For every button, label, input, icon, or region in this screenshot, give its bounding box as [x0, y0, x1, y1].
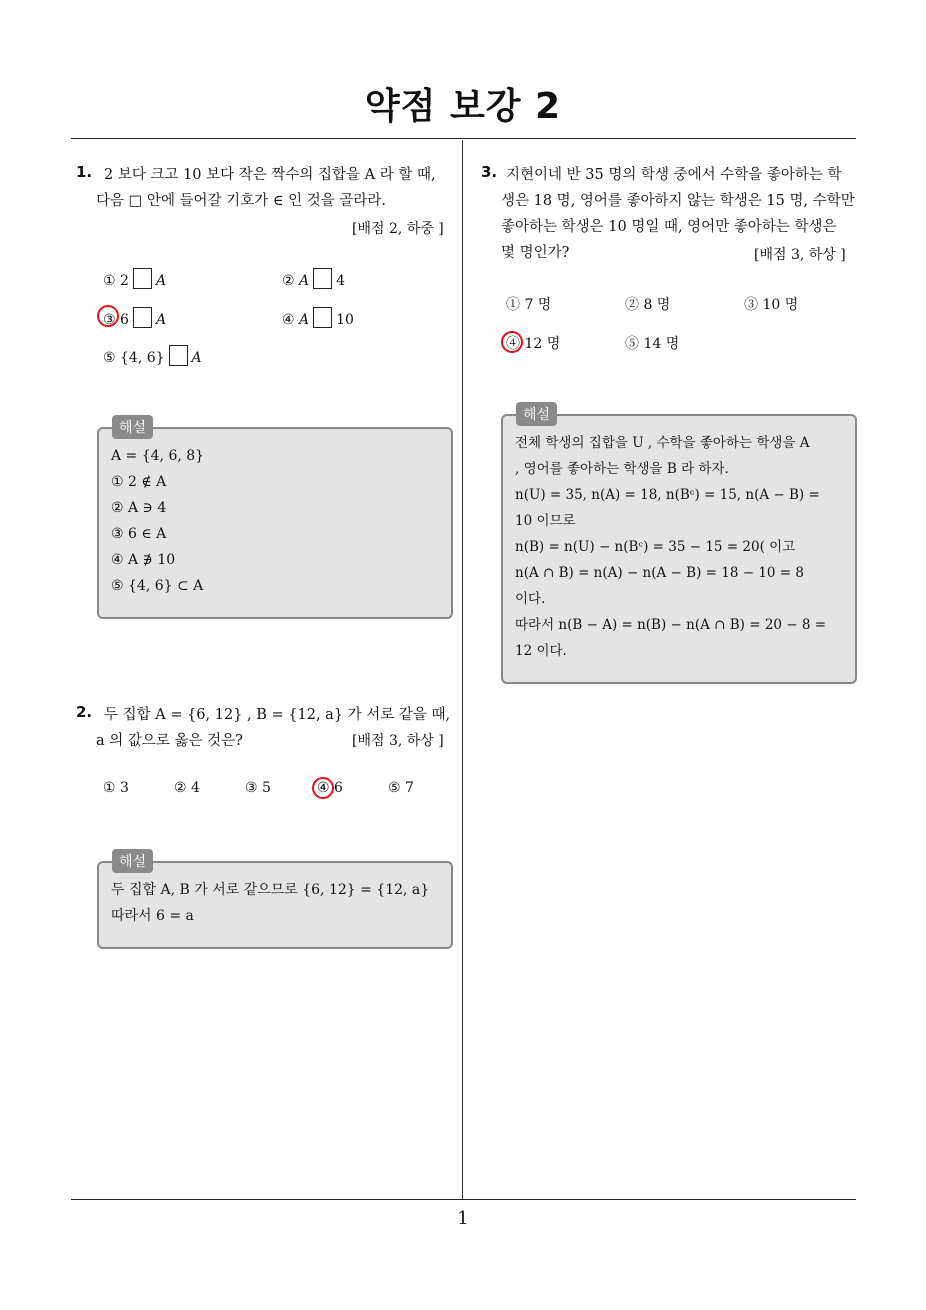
option-2[interactable]	[625, 294, 670, 314]
option-mark: ③	[245, 780, 258, 796]
solution-line: n(B) = n(U) − n(Bᶜ) = 35 − 15 = 20( 이고	[515, 539, 796, 555]
score-meta: [배점 3, 하상 ]	[352, 733, 444, 749]
option-1[interactable]	[103, 780, 129, 796]
score-meta: [배점 2, 하중 ]	[352, 221, 444, 237]
solution-line: ① 2 ∉ A	[111, 474, 167, 490]
option-pre: A	[299, 312, 310, 328]
score-meta: [배점 3, 하상 ]	[754, 247, 846, 263]
solution-tag: 해설	[112, 415, 153, 439]
option-text: 6	[334, 780, 343, 796]
option-post: A	[191, 350, 202, 366]
option-post: 4	[336, 273, 346, 289]
option-text: 14 명	[643, 336, 680, 352]
option-text: 3	[120, 780, 129, 796]
solution-line: 이다.	[515, 591, 546, 607]
option-mark: ⑤	[625, 336, 639, 352]
question-number: 1.	[76, 163, 93, 181]
option-mark: ④	[506, 336, 520, 352]
solution-line: 10 이므로	[515, 513, 576, 529]
solution-line: ④ A ∌ 10	[111, 552, 176, 568]
option-mark: ⑤	[388, 780, 401, 796]
option-3[interactable]	[245, 780, 271, 796]
option-mark: ①	[103, 780, 116, 796]
blank-box	[313, 268, 332, 289]
question-line: 두 집합 A = {6, 12} , B = {12, a} 가 서로 같을 때,	[104, 707, 451, 723]
solution-line: ⑤ {4, 6} ⊂ A	[111, 578, 204, 594]
question-line: 좋아하는 학생은 10 명일 때, 영어만 좋아하는 학생은	[501, 219, 837, 235]
solution-tag: 해설	[516, 402, 557, 426]
solution-line: A = {4, 6, 8}	[111, 448, 205, 464]
option-mark: ④	[282, 312, 295, 328]
option-post: A	[155, 312, 167, 328]
solution-line: 따라서 n(B − A) = n(B) − n(A ∩ B) = 20 − 8 =	[515, 617, 827, 633]
option-4[interactable]	[282, 307, 354, 328]
header-rule	[71, 138, 856, 139]
question-number: 2.	[76, 703, 93, 721]
solution-line: n(A ∩ B) = n(A) − n(A − B) = 18 − 10 = 8	[515, 565, 804, 581]
blank-box	[169, 345, 188, 366]
solution-line: ③ 6 ∈ A	[111, 526, 167, 542]
option-text: 12 명	[524, 336, 561, 352]
option-mark: ③	[103, 312, 116, 328]
blank-box	[133, 307, 152, 328]
solution-line: n(U) = 35, n(A) = 18, n(Bᶜ) = 15, n(A − B) =	[515, 487, 820, 503]
option-post: A	[155, 273, 167, 289]
option-mark: ②	[174, 780, 187, 796]
option-pre: A	[299, 273, 310, 289]
question-line: a 의 값으로 옳은 것은?	[96, 733, 243, 749]
option-mark: ②	[282, 273, 295, 289]
option-5[interactable]	[103, 345, 202, 366]
page-number: 1	[457, 1208, 469, 1229]
option-mark: ③	[744, 297, 758, 313]
footer-rule	[71, 1199, 856, 1200]
option-text: 8 명	[643, 297, 671, 313]
solution-line: 전체 학생의 집합을 U , 수학을 좋아하는 학생을 A	[515, 435, 810, 451]
solution-line: ② A ∋ 4	[111, 500, 167, 516]
option-pre: 6	[120, 312, 129, 328]
solution-line: 두 집합 A, B 가 서로 같으므로 {6, 12} = {12, a}	[111, 882, 430, 898]
option-1[interactable]	[103, 268, 166, 289]
question-text	[96, 162, 454, 214]
option-5[interactable]	[625, 333, 679, 353]
option-pre: {4, 6}	[120, 350, 165, 366]
option-2[interactable]	[282, 268, 345, 289]
option-text: 10 명	[762, 297, 799, 313]
blank-box	[133, 268, 152, 289]
option-mark: ①	[103, 273, 116, 289]
solution-line: , 영어를 좋아하는 학생을 B 라 하자.	[515, 461, 729, 477]
solution-box	[97, 861, 453, 949]
option-text: 7	[405, 780, 414, 796]
solution-box	[97, 427, 453, 619]
option-mark: ④	[317, 780, 330, 796]
option-text: 5	[262, 780, 271, 796]
solution-tag: 해설	[112, 849, 153, 873]
option-5[interactable]	[388, 780, 414, 796]
option-mark: ②	[625, 297, 639, 313]
solution-line: 12 이다.	[515, 643, 567, 659]
option-text: 4	[191, 780, 200, 796]
option-1[interactable]	[506, 294, 551, 314]
question-line: 다음 □ 안에 들어갈 기호가 ∈ 인 것을 골라라.	[96, 193, 387, 209]
solution-box	[501, 414, 857, 684]
option-pre: 2	[120, 273, 129, 289]
option-post: 10	[336, 312, 354, 328]
option-2[interactable]	[174, 780, 200, 796]
solution-line: 따라서 6 = a	[111, 908, 194, 924]
blank-box	[313, 307, 332, 328]
option-3[interactable]	[744, 294, 798, 314]
question-line: 2 보다 크고 10 보다 작은 짝수의 집합을 A 라 할 때,	[104, 167, 436, 183]
page-title: 약점 보강 2	[364, 86, 562, 127]
column-divider	[462, 140, 463, 1200]
question-line: 생은 18 명, 영어를 좋아하지 않는 학생은 15 명, 수학만	[501, 193, 855, 209]
question-line: 지현이네 반 35 명의 학생 중에서 수학을 좋아하는 학	[506, 167, 842, 183]
option-mark: ①	[506, 297, 520, 313]
option-mark: ⑤	[103, 350, 116, 366]
question-number: 3.	[481, 163, 498, 181]
question-line: 몇 명인가?	[501, 245, 570, 261]
option-text: 7 명	[524, 297, 552, 313]
